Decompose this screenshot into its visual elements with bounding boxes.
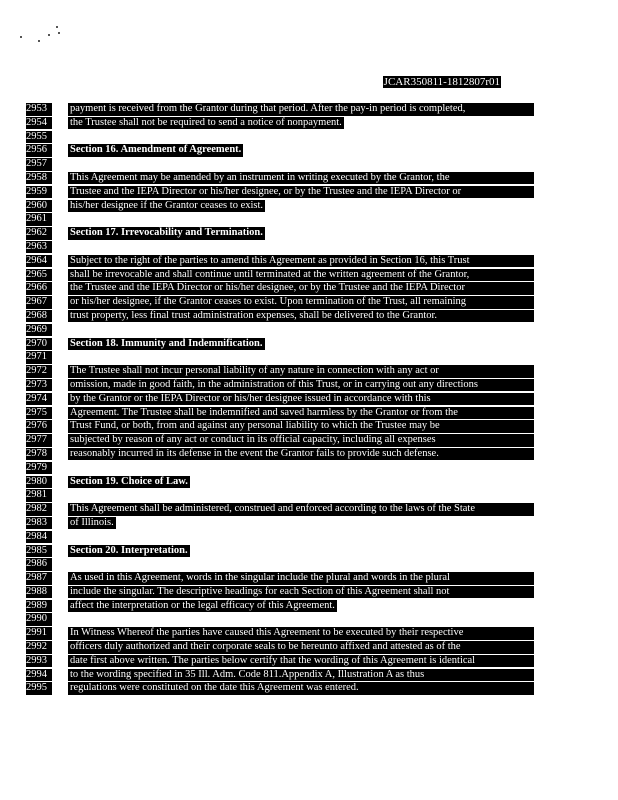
text-line: [26, 324, 546, 338]
text-line: [26, 407, 546, 421]
line-number: 2958: [26, 172, 52, 185]
line-number: 2989: [26, 600, 52, 613]
text-line: [26, 545, 546, 559]
line-text: Agreement. The Trustee shall be indemnified and saved harmless by the Grantor or from the: [68, 407, 534, 420]
line-number: 2960: [26, 200, 52, 213]
line-number: 2976: [26, 420, 52, 433]
line-number: 2953: [26, 103, 52, 116]
text-line: [26, 144, 546, 158]
line-number: 2956: [26, 144, 52, 157]
text-line: [26, 655, 546, 669]
line-text: In Witness Whereof the parties have caused this Agreement to be executed by their respective: [68, 627, 534, 640]
document-id: JCAR350811-1812807r01: [383, 76, 500, 88]
line-number: 2978: [26, 448, 52, 461]
line-text: officers duly authorized and their corporate seals to be hereunto affixed and attested as of the: [68, 641, 534, 654]
line-text: The Trustee shall not incur personal liability of any nature in connection with any act or: [68, 365, 534, 378]
text-line: [26, 241, 546, 255]
line-number: 2962: [26, 227, 52, 240]
text-line: [26, 600, 546, 614]
line-text: include the singular. The descriptive headings for each Section of this Agreement shall not: [68, 586, 534, 599]
scan-artifact: [18, 22, 68, 42]
line-text: payment is received from the Grantor during that period. After the pay-in period is completed,: [68, 103, 534, 116]
line-text: shall be irrevocable and shall continue until terminated at the written agreement of the Grantor,: [68, 269, 534, 282]
text-line: [26, 172, 546, 186]
line-number: 2985: [26, 545, 52, 558]
line-text: Subject to the right of the parties to amend this Agreement as provided in Section 16, this Trust: [68, 255, 534, 268]
line-text: his/her designee if the Grantor ceases to exist.: [70, 199, 264, 211]
line-number: 2986: [26, 558, 52, 571]
text-line: [26, 379, 546, 393]
line-text: affect the interpretation or the legal efficacy of this Agreement.: [70, 599, 335, 611]
line-text: As used in this Agreement, words in the singular include the plural and words in the plural: [68, 572, 534, 585]
line-number: 2964: [26, 255, 52, 268]
text-line: [26, 434, 546, 448]
line-number: 2979: [26, 462, 52, 475]
line-number: 2954: [26, 117, 52, 130]
line-number: 2957: [26, 158, 52, 171]
line-number: 2984: [26, 531, 52, 544]
line-number: 2973: [26, 379, 52, 392]
line-number: 2990: [26, 613, 52, 626]
line-number: 2987: [26, 572, 52, 585]
text-line: [26, 117, 546, 131]
line-text: regulations were constituted on the date this Agreement was entered.: [68, 682, 534, 695]
text-line: [26, 365, 546, 379]
line-number: 2982: [26, 503, 52, 516]
line-number: 2993: [26, 655, 52, 668]
line-text: This Agreement shall be administered, construed and enforced according to the laws of the State: [68, 503, 534, 516]
line-number: 2992: [26, 641, 52, 654]
text-line: [26, 282, 546, 296]
text-line: [26, 158, 546, 172]
text-line: [26, 338, 546, 352]
text-line: [26, 517, 546, 531]
text-line: [26, 682, 546, 696]
line-number: 2980: [26, 476, 52, 489]
line-number: 2959: [26, 186, 52, 199]
text-line: [26, 186, 546, 200]
section-heading: Section 19. Choice of Law.: [70, 475, 188, 487]
text-line: [26, 586, 546, 600]
section-heading: Section 17. Irrevocability and Termination.: [70, 227, 263, 239]
line-text: to the wording specified in 35 Ill. Adm. Code 811.Appendix A, Illustration A as thus: [68, 669, 534, 682]
line-text: omission, made in good faith, in the administration of this Trust, or in carrying out any directions: [68, 379, 534, 392]
line-number: 2966: [26, 282, 52, 295]
text-line: [26, 131, 546, 145]
line-number: 2983: [26, 517, 52, 530]
text-line: [26, 558, 546, 572]
numbered-text-block: [26, 103, 546, 696]
line-number: 2975: [26, 407, 52, 420]
line-text: date first above written. The parties below certify that the wording of this Agreement is identical: [68, 655, 534, 668]
text-line: [26, 489, 546, 503]
line-text: subjected by reason of any act or conduct in its official capacity, including all expenses: [68, 434, 534, 447]
line-text: by the Grantor or the IEPA Director or his/her designee issued in accordance with this: [68, 393, 534, 406]
text-line: [26, 420, 546, 434]
text-line: [26, 296, 546, 310]
section-heading: Section 18. Immunity and Indemnification.: [70, 337, 263, 349]
line-text: Trust Fund, or both, from and against any personal liability to which the Trustee may be: [68, 420, 534, 433]
line-text: the Trustee shall not be required to send a notice of nonpayment.: [70, 116, 342, 128]
section-heading: Section 16. Amendment of Agreement.: [70, 144, 242, 156]
text-line: [26, 448, 546, 462]
line-number: 2991: [26, 627, 52, 640]
line-number: 2972: [26, 365, 52, 378]
text-line: [26, 200, 546, 214]
text-line: [26, 503, 546, 517]
text-line: [26, 393, 546, 407]
text-line: [26, 627, 546, 641]
line-number: 2981: [26, 489, 52, 502]
line-text: or his/her designee, if the Grantor ceases to exist. Upon termination of the Trust, all remaining: [68, 296, 534, 309]
text-line: [26, 572, 546, 586]
text-line: [26, 351, 546, 365]
line-text: reasonably incurred in its defense in the event the Grantor fails to provide such defense.: [68, 448, 534, 461]
text-line: [26, 462, 546, 476]
line-text: This Agreement may be amended by an instrument in writing executed by the Grantor, the: [68, 172, 534, 185]
line-number: 2995: [26, 682, 52, 695]
line-text: trust property, less final trust administration expenses, shall be delivered to the Grantor.: [68, 310, 534, 323]
line-number: 2974: [26, 393, 52, 406]
line-number: 2971: [26, 351, 52, 364]
section-heading: Section 20. Interpretation.: [70, 544, 188, 556]
line-number: 2988: [26, 586, 52, 599]
text-line: [26, 531, 546, 545]
line-number: 2994: [26, 669, 52, 682]
text-line: [26, 269, 546, 283]
line-text: of Illinois.: [70, 516, 114, 528]
text-line: [26, 669, 546, 683]
text-line: [26, 227, 546, 241]
line-number: 2963: [26, 241, 52, 254]
line-number: 2970: [26, 338, 52, 351]
text-line: [26, 255, 546, 269]
line-number: 2977: [26, 434, 52, 447]
line-number: 2961: [26, 213, 52, 226]
line-number: 2968: [26, 310, 52, 323]
line-text: the Trustee and the IEPA Director or his/her designee, or by the Trustee and the IEPA Director: [68, 282, 534, 295]
line-number: 2967: [26, 296, 52, 309]
text-line: [26, 103, 546, 117]
line-number: 2965: [26, 269, 52, 282]
text-line: [26, 641, 546, 655]
text-line: [26, 613, 546, 627]
text-line: [26, 310, 546, 324]
line-number: 2955: [26, 131, 52, 144]
line-number: 2969: [26, 324, 52, 337]
text-line: [26, 476, 546, 490]
line-text: Trustee and the IEPA Director or his/her designee, or by the Trustee and the IEPA Director or: [68, 186, 534, 199]
text-line: [26, 213, 546, 227]
